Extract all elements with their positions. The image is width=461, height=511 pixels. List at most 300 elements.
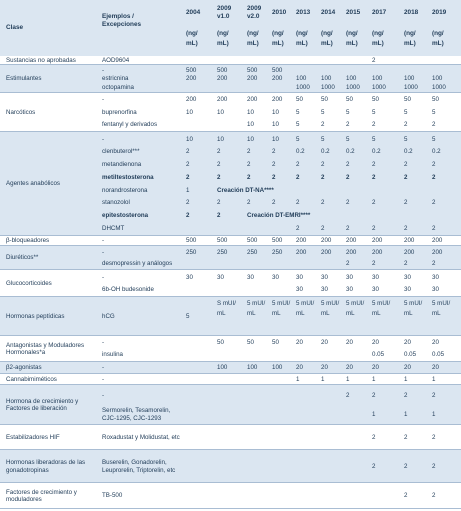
value-cell xyxy=(296,133,299,146)
value-text: 5 xyxy=(372,108,376,116)
value-text: 100 xyxy=(432,75,443,83)
value-cell xyxy=(186,297,189,336)
table-row xyxy=(0,336,461,362)
value-cell xyxy=(404,222,407,235)
value-cell xyxy=(272,75,282,84)
value-cell xyxy=(321,171,324,184)
value-cell xyxy=(217,146,220,159)
value-text: 1 xyxy=(404,410,408,418)
value-cell xyxy=(432,271,439,284)
value-text: 200 xyxy=(404,237,415,245)
value-text: 5 xyxy=(404,135,408,143)
value-text: 0.2 xyxy=(296,148,305,156)
value-cell xyxy=(296,146,305,159)
value-cell xyxy=(404,374,407,385)
value-cell xyxy=(247,133,254,146)
value-cell xyxy=(432,405,435,424)
class-text: β2-agonistas xyxy=(6,364,42,372)
header-year-1-label-0: 2009 xyxy=(217,5,232,12)
value-cell xyxy=(272,159,275,172)
value-text: 2 xyxy=(321,199,325,207)
value-cell xyxy=(217,159,220,172)
value-cell xyxy=(432,159,435,172)
value-text: 20 xyxy=(321,339,328,347)
value-cell xyxy=(404,247,414,258)
row-class-label xyxy=(6,65,98,93)
class-text: Antagonistas y Moduladores Hormonales*a xyxy=(6,341,85,356)
value-cell xyxy=(372,258,375,269)
value-cell xyxy=(346,247,356,258)
value-cell xyxy=(372,56,375,65)
value-cell xyxy=(186,197,189,210)
value-text: 2 xyxy=(372,224,376,232)
row-class-label xyxy=(6,450,98,483)
value-text: 2 xyxy=(372,433,376,441)
value-text: 30 xyxy=(404,273,411,281)
value-text: 2 xyxy=(346,173,350,181)
value-cell xyxy=(272,66,282,75)
value-cell xyxy=(372,119,375,131)
value-cell xyxy=(404,284,411,297)
value-text: 10 xyxy=(217,108,224,116)
value-text: 100 xyxy=(404,75,415,83)
value-text: 20 xyxy=(372,339,379,347)
table-row xyxy=(0,270,461,297)
value-cell xyxy=(372,349,384,361)
value-cell xyxy=(404,133,407,146)
value-text: 2 xyxy=(372,173,376,181)
value-text: 2 xyxy=(372,259,376,267)
value-cell xyxy=(186,94,196,106)
row-example xyxy=(102,119,184,131)
value-text: 2 xyxy=(186,199,190,207)
value-cell xyxy=(296,236,306,246)
value-text: 2 xyxy=(217,161,221,169)
value-text: 2 xyxy=(404,492,408,500)
value-text: 2 xyxy=(346,121,350,129)
value-cell xyxy=(217,271,224,284)
header-year-5-label-0: 2014 xyxy=(321,9,336,16)
value-text: 20 xyxy=(346,339,353,347)
value-cell xyxy=(321,236,331,246)
value-cell xyxy=(247,337,254,349)
value-cell xyxy=(346,119,349,131)
value-cell xyxy=(296,119,299,131)
row-example xyxy=(102,222,184,235)
value-text: 2 xyxy=(372,391,376,399)
value-cell xyxy=(346,386,349,405)
value-cell xyxy=(321,247,331,258)
value-text: 2 xyxy=(372,121,376,129)
value-text: 2 xyxy=(217,212,221,220)
row-example xyxy=(102,284,184,297)
value-text: 2 xyxy=(432,199,436,207)
value-text: 2 xyxy=(186,212,190,220)
value-text: 200 xyxy=(346,248,357,256)
value-cell xyxy=(432,133,435,146)
row-class-label xyxy=(6,385,98,425)
value-cell xyxy=(186,210,189,223)
row-example xyxy=(102,146,184,159)
value-text: 500 xyxy=(217,66,228,74)
value-cell xyxy=(346,299,368,319)
example-text: metandienona xyxy=(102,161,142,169)
value-text: 0.05 xyxy=(404,351,417,359)
value-text: 2 xyxy=(186,173,190,181)
value-text: 2 xyxy=(247,148,251,156)
value-text: 1000 xyxy=(321,83,335,91)
value-cell xyxy=(186,271,193,284)
value-cell xyxy=(321,197,324,210)
value-text: 50 xyxy=(296,96,303,104)
value-cell xyxy=(432,222,435,235)
value-cell xyxy=(404,106,407,118)
value-cell xyxy=(372,83,386,92)
value-text: 200 xyxy=(272,96,283,104)
row-example xyxy=(102,271,184,284)
header-year-7-unit-0: (ng/ xyxy=(372,30,384,37)
row-example xyxy=(102,349,184,361)
class-text: β-bloqueadores xyxy=(6,237,50,245)
value-text: 5 mUI/ mL xyxy=(272,300,291,317)
value-text: 5 xyxy=(432,135,436,143)
header-clase: Clase xyxy=(6,24,24,31)
example-text: stanozolol xyxy=(102,199,130,207)
value-cell xyxy=(217,362,227,374)
value-cell xyxy=(372,337,379,349)
value-text: 1 xyxy=(372,410,376,418)
value-text: 2 xyxy=(247,161,251,169)
header-year-5-unit-1: mL) xyxy=(321,40,333,47)
row-example xyxy=(102,362,184,374)
value-cell xyxy=(404,94,411,106)
table-row xyxy=(0,65,461,93)
header-year-2-unit-0: (ng/ xyxy=(247,30,259,37)
row-example xyxy=(102,483,184,509)
value-text: 20 xyxy=(432,339,439,347)
row-example xyxy=(102,197,184,210)
value-text: Creación DT-EMRI**** xyxy=(247,212,311,220)
value-text: 30 xyxy=(296,286,303,294)
value-text: 30 xyxy=(432,273,439,281)
value-text: 2 xyxy=(247,199,251,207)
value-text: 50 xyxy=(247,339,254,347)
row-class-label xyxy=(6,246,98,270)
value-text: 200 xyxy=(321,248,332,256)
value-text: 0.2 xyxy=(404,148,413,156)
value-text: 500 xyxy=(186,237,197,245)
value-cell xyxy=(372,299,394,319)
value-text: 5 xyxy=(346,135,350,143)
value-cell xyxy=(372,146,381,159)
header-year-2-label-1: v2.0 xyxy=(247,13,260,20)
value-cell xyxy=(217,337,224,349)
value-cell xyxy=(372,374,375,385)
value-cell xyxy=(296,171,299,184)
value-cell xyxy=(404,146,413,159)
value-cell xyxy=(404,171,407,184)
value-text: 5 xyxy=(432,108,436,116)
value-cell xyxy=(247,236,257,246)
value-cell xyxy=(296,362,303,374)
class-text: Agentes anabólicos xyxy=(6,180,61,188)
example-text: estricnina xyxy=(102,75,129,83)
value-text: 200 xyxy=(432,237,443,245)
value-text: 30 xyxy=(217,273,224,281)
value-cell xyxy=(296,299,318,319)
value-cell xyxy=(321,299,343,319)
value-text: 30 xyxy=(432,286,439,294)
value-cell xyxy=(404,386,407,405)
value-cell xyxy=(217,197,220,210)
value-cell xyxy=(321,146,330,159)
value-cell xyxy=(404,483,407,509)
value-text: 1 xyxy=(321,375,325,383)
value-text: 5 mUI/ mL xyxy=(346,300,365,317)
value-text: 2 xyxy=(404,391,408,399)
table-row xyxy=(0,450,461,483)
value-cell xyxy=(296,247,306,258)
value-text: 2 xyxy=(404,199,408,207)
value-cell xyxy=(346,258,349,269)
value-text: 20 xyxy=(321,364,328,372)
value-cell xyxy=(296,159,299,172)
row-example xyxy=(102,337,184,349)
value-cell xyxy=(346,222,349,235)
value-cell xyxy=(186,159,189,172)
value-cell xyxy=(296,75,306,84)
value-text: 2 xyxy=(404,433,408,441)
value-text: 2 xyxy=(296,199,300,207)
value-cell xyxy=(404,119,407,131)
value-text: 200 xyxy=(247,96,258,104)
value-cell xyxy=(346,374,349,385)
value-text: 5 xyxy=(186,312,190,320)
row-example xyxy=(102,210,184,223)
value-text: 50 xyxy=(404,96,411,104)
class-text: Cannabimiméticos xyxy=(6,375,57,383)
value-text: 10 xyxy=(217,135,224,143)
value-text: 30 xyxy=(321,273,328,281)
value-text: 200 xyxy=(372,248,383,256)
value-text: 20 xyxy=(404,339,411,347)
value-text: 200 xyxy=(296,237,307,245)
value-text: 20 xyxy=(296,339,303,347)
header-year-2-unit-1: mL) xyxy=(247,40,259,47)
value-cell xyxy=(372,247,382,258)
value-cell xyxy=(272,362,282,374)
value-text: 100 xyxy=(272,364,283,372)
value-text: 20 xyxy=(404,364,411,372)
value-text: 5 xyxy=(296,121,300,129)
header-year-8-unit-0: (ng/ xyxy=(404,30,416,37)
value-cell xyxy=(247,146,250,159)
value-cell xyxy=(346,83,360,92)
value-cell xyxy=(432,362,439,374)
value-text: 2 xyxy=(296,173,300,181)
value-text: 20 xyxy=(346,364,353,372)
value-cell xyxy=(186,184,189,197)
value-cell xyxy=(432,349,444,361)
row-class-label xyxy=(6,56,98,65)
value-cell xyxy=(217,106,224,118)
value-text: 500 xyxy=(186,66,197,74)
example-text: desmopressin y análogos xyxy=(102,259,173,267)
value-cell xyxy=(432,106,435,118)
value-text: 2 xyxy=(404,259,408,267)
example-text: Sermorelin, Tesamorelin, CJC-1295, CJC-1293 xyxy=(102,407,171,422)
header-year-7-unit-1: mL) xyxy=(372,40,384,47)
value-text: 2 xyxy=(321,173,325,181)
value-cell xyxy=(321,159,324,172)
value-text: 2 xyxy=(217,148,221,156)
value-text: S mUI/ mL xyxy=(217,300,236,317)
value-text: 2 xyxy=(432,259,436,267)
value-text: 2 xyxy=(372,56,376,64)
example-text: - xyxy=(102,66,105,74)
value-cell xyxy=(432,94,439,106)
value-cell xyxy=(432,374,435,385)
value-cell xyxy=(296,197,299,210)
value-cell xyxy=(432,450,435,483)
value-text: 5 xyxy=(372,135,376,143)
header-year-4-label-0: 2013 xyxy=(296,9,311,16)
value-text: 1000 xyxy=(432,83,446,91)
value-cell xyxy=(372,197,375,210)
value-cell xyxy=(247,210,310,223)
value-cell xyxy=(321,362,328,374)
value-text: 50 xyxy=(432,96,439,104)
example-text: insulina xyxy=(102,351,123,359)
class-text: Estimulantes xyxy=(6,75,42,83)
header-year-4-unit-1: mL) xyxy=(296,40,308,47)
value-cell xyxy=(186,236,196,246)
row-class-label xyxy=(6,362,98,374)
value-text: 0.2 xyxy=(346,148,355,156)
value-text: 10 xyxy=(272,108,279,116)
value-cell xyxy=(247,159,250,172)
value-cell xyxy=(321,222,324,235)
example-text: - xyxy=(102,96,105,104)
value-text: 250 xyxy=(247,248,258,256)
value-cell xyxy=(346,94,353,106)
example-text: 6b-OH budesonide xyxy=(102,286,154,294)
value-text: 2 xyxy=(186,148,190,156)
value-cell xyxy=(432,284,439,297)
value-cell xyxy=(432,337,439,349)
value-cell xyxy=(372,106,375,118)
value-cell xyxy=(296,271,303,284)
value-text: 100 xyxy=(217,364,228,372)
value-cell xyxy=(272,236,282,246)
value-cell xyxy=(321,337,328,349)
value-text: 100 xyxy=(346,75,357,83)
value-cell xyxy=(321,75,331,84)
row-example xyxy=(102,171,184,184)
value-cell xyxy=(346,362,353,374)
value-cell xyxy=(372,159,375,172)
value-cell xyxy=(432,247,442,258)
value-cell xyxy=(346,337,353,349)
value-cell xyxy=(272,146,275,159)
header-year-6-label-0: 2015 xyxy=(346,9,361,16)
value-cell xyxy=(272,119,279,131)
value-text: 250 xyxy=(272,248,283,256)
value-cell xyxy=(346,271,353,284)
value-text: 10 xyxy=(272,135,279,143)
value-cell xyxy=(346,159,349,172)
header-year-7-label-0: 2017 xyxy=(372,9,387,16)
value-text: 10 xyxy=(272,121,279,129)
value-cell xyxy=(372,94,379,106)
value-text: 1 xyxy=(404,375,408,383)
value-cell xyxy=(404,271,411,284)
value-cell xyxy=(372,405,375,424)
value-text: 30 xyxy=(404,286,411,294)
value-text: 2 xyxy=(432,391,436,399)
value-cell xyxy=(247,299,269,319)
value-text: 30 xyxy=(296,273,303,281)
value-cell xyxy=(272,197,275,210)
row-example xyxy=(102,386,184,405)
value-text: 2 xyxy=(272,199,276,207)
value-cell xyxy=(321,374,324,385)
value-cell xyxy=(272,94,282,106)
table-row xyxy=(0,297,461,336)
value-cell xyxy=(247,362,257,374)
value-text: 5 mUI/ mL xyxy=(404,300,423,317)
value-text: 250 xyxy=(186,248,197,256)
value-text: 0.05 xyxy=(372,351,385,359)
value-text: 1000 xyxy=(346,83,360,91)
value-text: 2 xyxy=(432,173,436,181)
value-text: 1 xyxy=(296,375,300,383)
value-text: 2 xyxy=(404,161,408,169)
value-text: 2 xyxy=(404,121,408,129)
value-cell xyxy=(404,83,418,92)
value-cell xyxy=(404,258,407,269)
value-cell xyxy=(186,66,196,75)
value-cell xyxy=(372,236,382,246)
value-text: 2 xyxy=(296,161,300,169)
value-cell xyxy=(186,146,189,159)
class-text: Narcóticos xyxy=(6,108,36,116)
value-text: 200 xyxy=(272,75,283,83)
value-text: 5 xyxy=(404,108,408,116)
row-example xyxy=(102,405,184,424)
value-cell xyxy=(321,284,328,297)
value-cell xyxy=(372,271,379,284)
class-text: Hormonas peptídicas xyxy=(6,312,65,320)
value-text: 100 xyxy=(321,75,332,83)
value-text: 30 xyxy=(247,273,254,281)
value-text: 200 xyxy=(217,75,228,83)
value-cell xyxy=(432,197,435,210)
value-text: 2 xyxy=(432,492,436,500)
value-text: 50 xyxy=(372,96,379,104)
header-ejemplos-1: Ejemplos / xyxy=(102,13,134,20)
value-cell xyxy=(404,75,414,84)
example-text: clenbuterol*** xyxy=(102,148,140,156)
value-text: 30 xyxy=(186,273,193,281)
value-text: 2 xyxy=(432,224,436,232)
value-text: 200 xyxy=(432,248,443,256)
value-cell xyxy=(404,405,407,424)
header-year-4-unit-0: (ng/ xyxy=(296,30,308,37)
header-year-6-unit-1: mL) xyxy=(346,40,358,47)
row-example xyxy=(102,75,184,84)
value-cell xyxy=(404,425,407,450)
